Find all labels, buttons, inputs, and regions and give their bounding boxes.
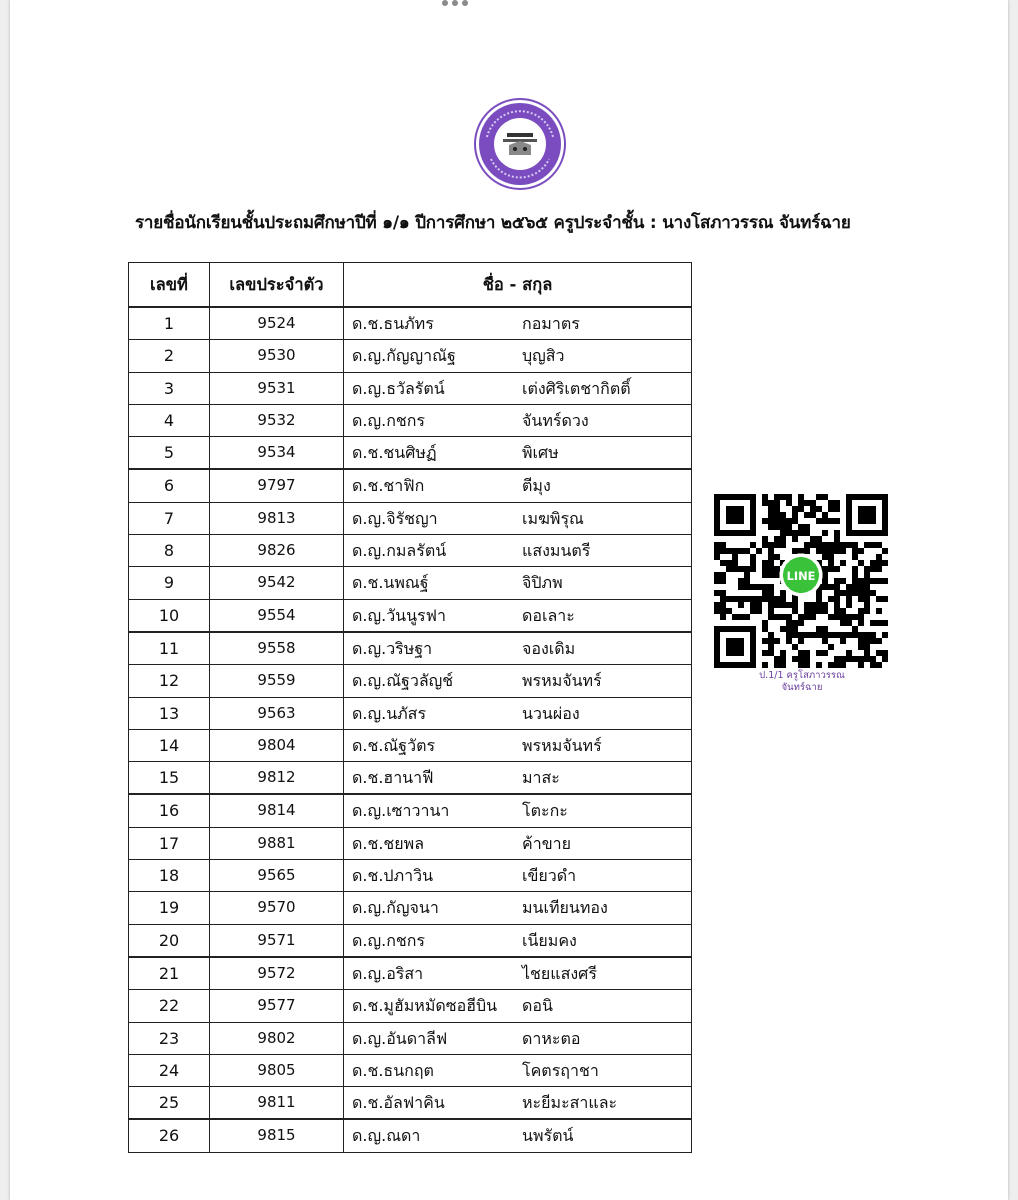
student-id: 9815 <box>210 1119 344 1152</box>
row-number: 13 <box>129 697 210 729</box>
first-name: ด.ญ.อริสา <box>352 963 424 983</box>
row-number: 24 <box>129 1054 210 1086</box>
first-name: ด.ช.ชาฟิก <box>352 476 425 496</box>
last-name: กอมาตร <box>522 314 580 333</box>
first-name: ด.ญ.อันดาลีฟ <box>352 1028 448 1048</box>
student-id: 9571 <box>210 924 344 957</box>
row-number: 18 <box>129 860 210 892</box>
table-row <box>129 729 692 761</box>
row-number: 26 <box>129 1119 210 1152</box>
student-id: 9558 <box>210 632 344 665</box>
student-id: 9811 <box>210 1087 344 1120</box>
student-id: 9563 <box>210 697 344 729</box>
last-name: มาสะ <box>522 768 560 788</box>
table-row <box>129 697 692 729</box>
student-id: 9814 <box>210 794 344 827</box>
student-id: 9577 <box>210 990 344 1022</box>
table-row <box>129 762 692 795</box>
table-row <box>129 437 692 470</box>
last-name: โคตรฤาชา <box>522 1060 599 1080</box>
student-name <box>344 599 692 632</box>
first-name: ด.ช.ณัฐวัตร <box>352 735 436 755</box>
student-name <box>344 697 692 729</box>
row-number: 22 <box>129 990 210 1022</box>
student-id: 9805 <box>210 1054 344 1086</box>
table-row <box>129 632 692 665</box>
student-id: 9812 <box>210 762 344 795</box>
student-name <box>344 535 692 567</box>
student-id: 9813 <box>210 502 344 534</box>
column-header-student-id: เลขประจำตัว <box>210 263 344 308</box>
first-name: ด.ช.นพณฐ์ <box>352 573 429 593</box>
row-number: 4 <box>129 404 210 436</box>
first-name: ด.ญ.กัญจนา <box>352 898 439 918</box>
student-id: 9542 <box>210 567 344 599</box>
last-name: พิเศษ <box>522 443 559 463</box>
row-number: 10 <box>129 599 210 632</box>
last-name: ตีมุง <box>522 476 551 496</box>
row-number: 17 <box>129 827 210 859</box>
first-name: ด.ช.อัลฟาคิน <box>352 1093 445 1113</box>
table-row <box>129 599 692 632</box>
student-id: 9532 <box>210 404 344 436</box>
student-name <box>344 924 692 957</box>
row-number: 9 <box>129 567 210 599</box>
first-name: ด.ญ.วริษฐา <box>352 638 433 658</box>
student-name <box>344 827 692 859</box>
line-badge-label: LINE <box>786 568 816 583</box>
last-name: จองเดิม <box>522 638 576 658</box>
column-header-name: ชื่อ - สกุล <box>344 263 692 308</box>
last-name: เนียมคง <box>522 930 577 950</box>
student-id: 9797 <box>210 469 344 502</box>
table-row <box>129 1119 692 1152</box>
last-name: ดอเลาะ <box>522 605 575 625</box>
student-id: 9559 <box>210 665 344 697</box>
first-name: ด.ญ.ธวัลรัตน์ <box>352 378 445 398</box>
row-number: 16 <box>129 794 210 827</box>
last-name: ดอนิ <box>522 996 553 1016</box>
table-row <box>129 924 692 957</box>
table-row <box>129 990 692 1022</box>
student-name <box>344 1087 692 1120</box>
student-name <box>344 1022 692 1054</box>
row-number: 25 <box>129 1087 210 1120</box>
last-name: จิปิภพ <box>522 573 563 593</box>
table-row <box>129 1022 692 1054</box>
last-name: บุญสิว <box>522 346 565 366</box>
qr-caption-line-1: ป.1/1 ครูโสภาวรรณ <box>759 670 845 681</box>
table-row <box>129 372 692 404</box>
first-name: ด.ช.มูฮัมหมัดซอฮีบิน <box>352 996 498 1016</box>
last-name: พรหมจันทร์ <box>522 671 602 691</box>
first-name: ด.ญ.กมลรัตน์ <box>352 541 447 561</box>
student-name <box>344 567 692 599</box>
student-name <box>344 762 692 795</box>
student-id: 9531 <box>210 372 344 404</box>
student-name <box>344 1054 692 1086</box>
table-row <box>129 340 692 372</box>
row-number: 21 <box>129 957 210 990</box>
table-row <box>129 502 692 534</box>
student-name <box>344 632 692 665</box>
first-name: ด.ช.ปภาวิน <box>352 866 434 886</box>
row-number: 11 <box>129 632 210 665</box>
first-name: ด.ญ.วันนูรฟา <box>352 605 446 625</box>
qr-caption <box>722 670 882 694</box>
student-name <box>344 665 692 697</box>
student-name <box>344 372 692 404</box>
last-name: นพรัตน์ <box>522 1126 574 1146</box>
student-id: 9530 <box>210 340 344 372</box>
first-name: ด.ญ.จิรัชญา <box>352 508 438 528</box>
table-header-row <box>129 263 692 308</box>
last-name: หะยีมะสาและ <box>522 1093 618 1113</box>
last-name: นวนผ่อง <box>522 703 580 723</box>
student-name <box>344 1119 692 1152</box>
table-row <box>129 1054 692 1086</box>
student-id: 9804 <box>210 729 344 761</box>
first-name: ด.ญ.ณัฐวลัญช์ <box>352 671 454 691</box>
row-number: 3 <box>129 372 210 404</box>
first-name: ด.ช.ชนศิษฏ์ <box>352 443 437 463</box>
table-row <box>129 827 692 859</box>
first-name: ด.ญ.กชกร <box>352 930 426 950</box>
last-name: แสงมนตรี <box>522 541 591 561</box>
last-name: เต่งศิริเตชากิตติ์ <box>522 378 631 398</box>
first-name: ด.ช.ชยพล <box>352 833 425 853</box>
last-name: เขียวดำ <box>522 866 577 886</box>
row-number: 20 <box>129 924 210 957</box>
student-name <box>344 404 692 436</box>
student-name <box>344 437 692 470</box>
student-id: 9565 <box>210 860 344 892</box>
row-number: 23 <box>129 1022 210 1054</box>
student-id: 9524 <box>210 307 344 340</box>
table-row <box>129 404 692 436</box>
table-row <box>129 1087 692 1120</box>
student-name <box>344 307 692 340</box>
table-row <box>129 794 692 827</box>
qr-caption-line-2: จันทร์ฉาย <box>781 682 823 693</box>
student-id: 9826 <box>210 535 344 567</box>
row-number: 8 <box>129 535 210 567</box>
first-name: ด.ญ.ณดา <box>352 1126 421 1146</box>
student-id: 9570 <box>210 892 344 924</box>
table-row <box>129 892 692 924</box>
first-name: ด.ญ.กชกร <box>352 410 426 430</box>
school-seal-logo <box>473 97 567 191</box>
column-header-number: เลขที่ <box>129 263 210 308</box>
row-number: 2 <box>129 340 210 372</box>
last-name: เมฆพิรุณ <box>522 508 584 528</box>
student-id: 9881 <box>210 827 344 859</box>
last-name: ไชยแสงศรี <box>522 963 597 983</box>
student-name <box>344 340 692 372</box>
student-name <box>344 794 692 827</box>
row-number: 15 <box>129 762 210 795</box>
row-number: 12 <box>129 665 210 697</box>
table-row <box>129 307 692 340</box>
student-name <box>344 990 692 1022</box>
row-number: 6 <box>129 469 210 502</box>
row-number: 7 <box>129 502 210 534</box>
table-row <box>129 957 692 990</box>
first-name: ด.ช.ธนกฤต <box>352 1060 434 1080</box>
student-name <box>344 892 692 924</box>
table-row <box>129 469 692 502</box>
student-name <box>344 502 692 534</box>
last-name: ดาหะตอ <box>522 1028 581 1048</box>
row-number: 14 <box>129 729 210 761</box>
student-id: 9802 <box>210 1022 344 1054</box>
table-body <box>129 307 692 1152</box>
student-id: 9572 <box>210 957 344 990</box>
line-qr-code[interactable] <box>714 494 888 668</box>
more-options-icon[interactable] <box>442 0 476 10</box>
table-row <box>129 665 692 697</box>
last-name: มนเทียนทอง <box>522 898 608 918</box>
last-name: โตะกะ <box>522 801 568 821</box>
first-name: ด.ช.ฮานาฟี <box>352 768 434 788</box>
student-id: 9554 <box>210 599 344 632</box>
first-name: ด.ญ.กัญญาณัฐ <box>352 346 456 366</box>
table-row <box>129 860 692 892</box>
document-page <box>10 0 1008 1200</box>
last-name: ค้าขาย <box>522 833 571 853</box>
row-number: 19 <box>129 892 210 924</box>
student-name <box>344 860 692 892</box>
student-name <box>344 729 692 761</box>
first-name: ด.ช.ธนภัทร <box>352 314 434 333</box>
student-id: 9534 <box>210 437 344 470</box>
first-name: ด.ญ.นภัสร <box>352 703 427 723</box>
student-name <box>344 957 692 990</box>
first-name: ด.ญ.เซาวานา <box>352 801 450 821</box>
student-name <box>344 469 692 502</box>
page-title: รายชื่อนักเรียนชั้นประถมศึกษาปีที่ ๑/๑ ปีการศึกษา ๒๕๖๕ ครูประจำชั้น : นางโสภาวรรณ จันทร์ฉาย <box>135 213 851 233</box>
student-roster-table <box>128 262 692 1153</box>
last-name: จันทร์ดวง <box>522 410 589 430</box>
table-row <box>129 535 692 567</box>
row-number: 5 <box>129 437 210 470</box>
table-row <box>129 567 692 599</box>
last-name: พรหมจันทร์ <box>522 735 602 755</box>
row-number: 1 <box>129 307 210 340</box>
